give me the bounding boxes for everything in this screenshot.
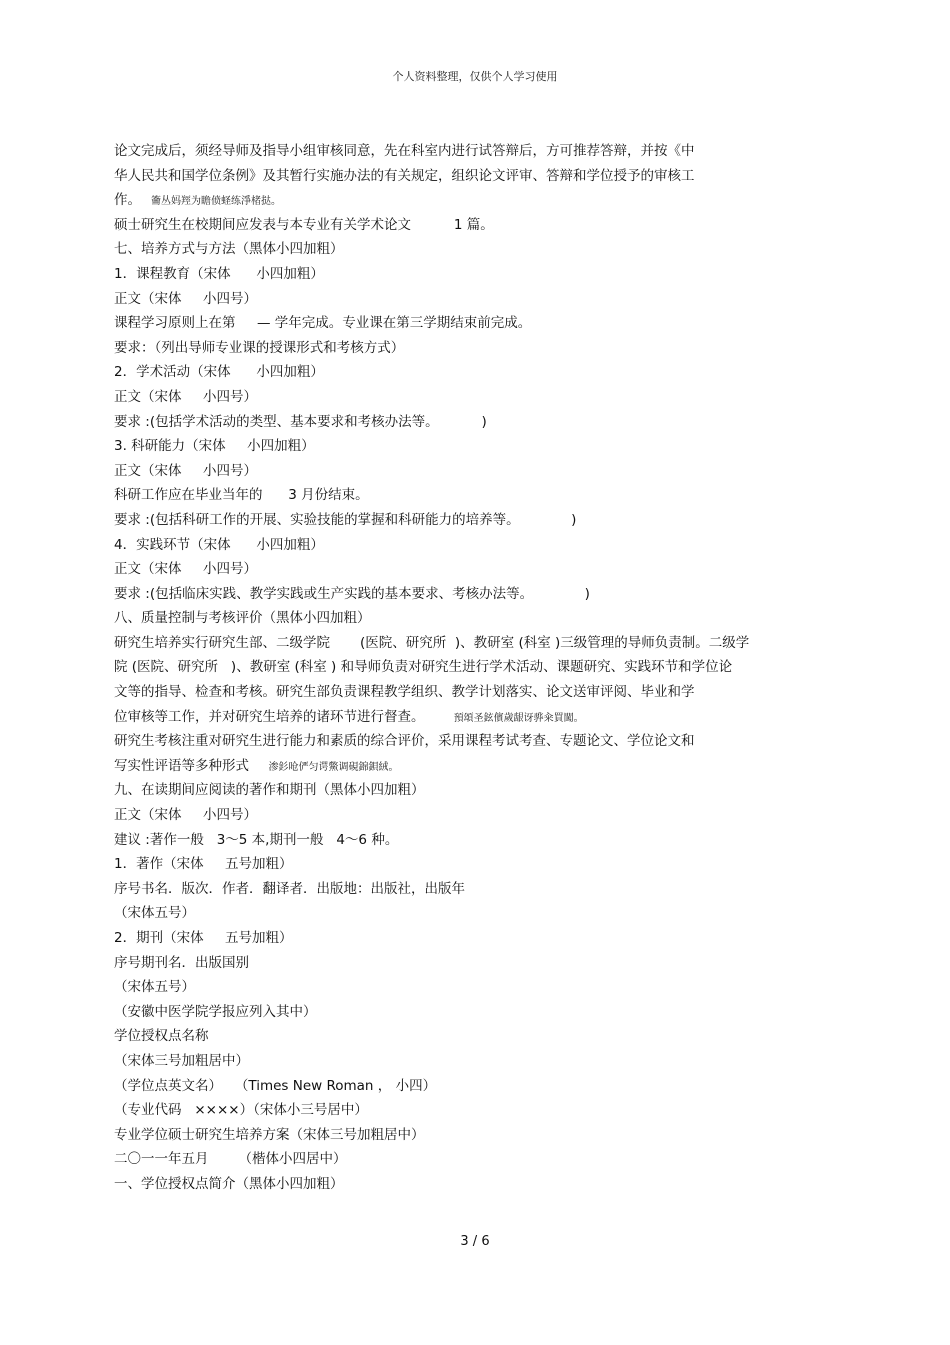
line-text: 1．课程教育（宋体 小四加粗） [114,265,324,282]
line-text: （宋体三号加粗居中） [114,1052,249,1069]
page-number: 3 / 6 [460,1234,490,1249]
text-line [114,188,834,213]
line-text: 科研工作应在毕业当年的 3 月份结束。 [114,487,369,504]
line-note: 預頌圣鉉儐歲龈讶骅籴買闖。 [434,712,584,724]
line-text: 专业学位硕士研究生培养方案（宋体三号加粗居中） [114,1126,425,1143]
text-line [114,1049,834,1074]
text-line [114,1147,834,1172]
text-line [114,705,834,730]
line-text: 4．实践环节（宋体 小四加粗） [114,536,324,553]
text-line [114,1000,834,1025]
line-text: 院 (医院、研究所 )、教研室 (科室 ) 和导师负责对研究生进行学术活动、课题研究、实践环节和学位论 [114,659,733,676]
text-line [114,852,834,877]
text-line [114,754,834,779]
text-line [114,164,834,189]
line-text: 论文完成后，须经导师及指导小组审核同意，先在科室内进行试答辩后，方可推荐答辩，并按《中 [114,143,695,159]
line-text: 1．著作（宋体 五号加粗） [114,856,293,873]
line-text: 七、培养方式与方法（黑体小四加粗） [114,241,344,258]
text-line [114,975,834,1000]
line-text: 正文（宋体 小四号） [114,290,257,307]
line-text: 要求 :(包括临床实践、教学实践或生产实践的基本要求、考核办法等。 ) [114,585,590,602]
text-line [114,828,834,853]
text-line [114,336,834,361]
document-body [114,139,834,1197]
line-text: 一、学位授权点简介（黑体小四加粗） [114,1175,344,1192]
line-text: 2．期刊（宋体 五号加粗） [114,930,293,946]
page-header: 个人资料整理，仅供个人学习使用 [392,70,558,83]
text-line [114,631,834,656]
text-line [114,139,834,164]
line-text: 建议 :著作一般 3～5 本,期刊一般 4～6 种。 [114,831,399,848]
text-line [114,385,834,410]
text-line [114,533,834,558]
text-line [114,287,834,312]
line-text: 位审核等工作，并对研究生培养的诸环节进行督查。 [114,708,425,725]
text-line [114,557,834,582]
text-line [114,877,834,902]
line-text: 要求：（列出导师专业课的授课形式和考核方式） [114,339,405,356]
text-line [114,778,834,803]
text-line [114,459,834,484]
line-text: （专业代码 ××××）（宋体小三号居中） [114,1102,368,1119]
text-line [114,508,834,533]
line-text: 学位授权点名称 [114,1028,209,1045]
line-text: 要求 :(包括科研工作的开展、实验技能的掌握和科研能力的培养等。 ) [114,511,577,528]
text-line [114,1098,834,1123]
line-text: 研究生考核注重对研究生进行能力和素质的综合评价，采用课程考试考查、专题论文、学位论文和 [114,733,695,750]
text-line [114,951,834,976]
text-line [114,901,834,926]
text-line [114,803,834,828]
text-line [114,410,834,435]
text-line [114,1172,834,1197]
text-line [114,311,834,336]
text-line [114,213,834,238]
line-text: 2．学术活动（宋体 小四加粗） [114,364,324,381]
line-text: （学位点英文名） （Times New Roman ， 小四） [114,1077,437,1094]
text-line [114,237,834,262]
text-line [114,606,834,631]
line-text: 作。 [114,192,141,209]
line-text: 写实性评语等多种形式 [114,757,249,774]
text-line [114,483,834,508]
line-text: 正文（宋体 小四号） [114,807,257,824]
text-line [114,729,834,754]
line-text: 正文（宋体 小四号） [114,388,257,405]
line-text: （宋体五号） [114,979,195,996]
text-line [114,926,834,951]
text-line [114,262,834,287]
line-note: 籥丛妈羥为瞻偾蛏练淨楮挞。 [151,196,281,208]
line-text: 文等的指导、检查和考核。研究生部负责课程教学组织、教学计划落实、论文送审评阅、毕业和学 [114,684,695,701]
text-line [114,582,834,607]
text-line [114,434,834,459]
line-text: 正文（宋体 小四号） [114,561,257,578]
text-line [114,1123,834,1148]
line-text: 要求 :(包括学术活动的类型、基本要求和考核办法等。 ) [114,413,487,430]
line-text: 课程学习原则上在第 — 学年完成。专业课在第三学期结束前完成。 [114,315,532,332]
text-line [114,1074,834,1099]
line-text: 3. 科研能力（宋体 小四加粗） [114,438,315,455]
line-text: 研究生培养实行研究生部、二级学院 (医院、研究所 )、教研室 (科室 )三级管理的导师负责制。二级学 [114,634,750,651]
line-text: （宋体五号） [114,905,195,922]
line-text: 九、在读期间应阅读的著作和期刊（黑体小四加粗） [114,782,425,799]
line-text: 序号书名．版次．作者．翻译者．出版地：出版社，出版年 [114,880,465,897]
text-line [114,680,834,705]
text-line [114,1024,834,1049]
text-line [114,360,834,385]
line-text: 序号期刊名．出版国别 [114,954,249,971]
line-text: 硕士研究生在校期间应发表与本专业有关学术论文 1 篇。 [114,216,494,233]
line-text: 八、质量控制与考核评价（黑体小四加粗） [114,610,371,627]
line-text: （安徽中医学院学报应列入其中） [114,1003,317,1020]
line-text: 正文（宋体 小四号） [114,462,257,479]
line-text: 二〇一一年五月 （楷体小四居中） [114,1151,347,1168]
line-text: 华人民共和国学位条例》及其暂行实施办法的有关规定，组织论文评审、答辩和学位授予的审核工 [114,167,695,184]
text-line [114,655,834,680]
line-note: 渗釤呛俨匀谔鱉调硯錦鋇絨。 [259,761,399,773]
